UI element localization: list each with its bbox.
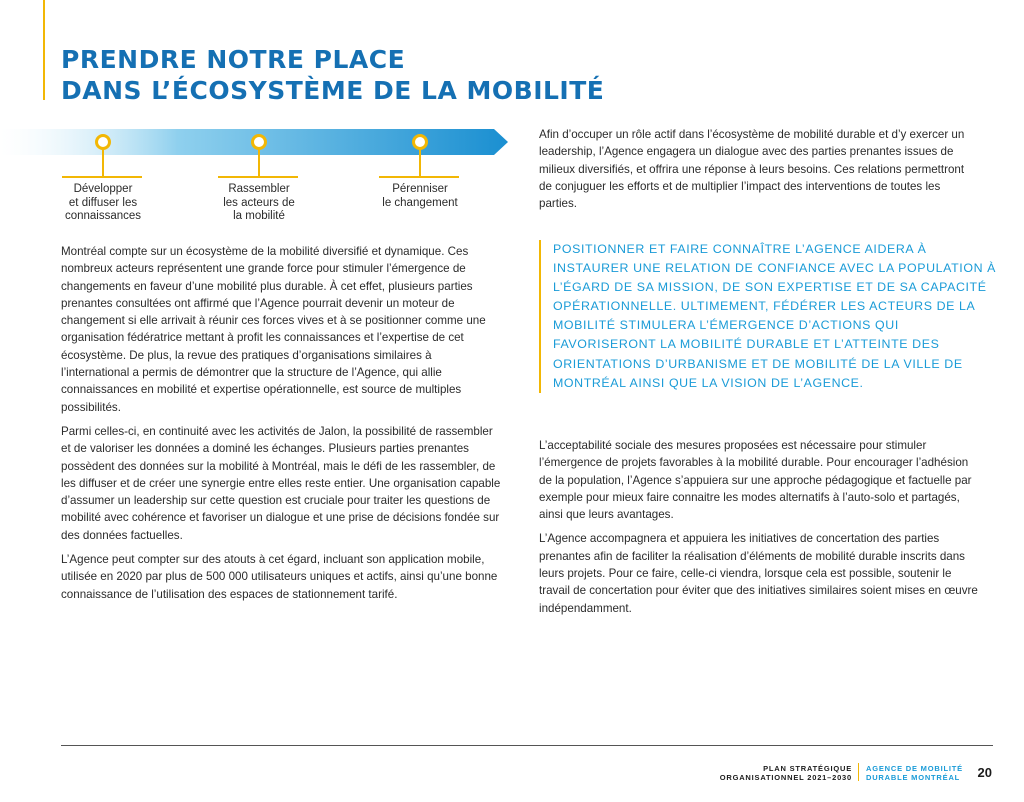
page-number: 20 — [977, 765, 992, 780]
timeline-step-text: Rassembler les acteurs de la mobilité — [223, 183, 295, 222]
left-column — [61, 243, 501, 610]
footer-agency-name — [866, 764, 963, 782]
timeline-step-text: Développer et diffuser les connaissances — [64, 183, 142, 222]
intro-paragraph: Afin d’occuper un rôle actif dans l’écosystème de mobilité durable et d’y exercer un leadership, l’Agence engagera un dialogue avec des parties prenantes issues de milieux diversifiés, et offrira une réponse à leurs besoins. Ces relations permettront de conjuguer les efforts et de multiplier l’impact des interventions de toutes les parties. — [539, 128, 965, 211]
timeline-step-label — [48, 183, 158, 224]
pull-quote: POSITIONNER ET FAIRE CONNAÎTRE L’AGENCE AIDERA À INSTAURER UNE RELATION DE CONFIANCE AVEC LA POPULATION À L’ÉGARD DE SA MISSION, DE SON EXPERTISE ET DE SA CAPACITÉ OPÉRATIONNELLE. ULTIMEMENT, FÉDÉRER LES ACTEURS DE LA MOBILITÉ STIMULERA L’ÉMERGENCE D’ACTIONS QUI FAVORISERONT LA MOBILITÉ DURABLE ET L’ATTEINTE DES ORIENTATIONS D’URBANISME ET DE MOBILITÉ DE LA VILLE DE MONTRÉAL AINSI QUE LA VISION DE L’AGENCE. — [539, 240, 998, 393]
page-title-line-1: PRENDRE NOTRE PLACE — [61, 45, 406, 74]
footer-plan-line-1: PLAN STRATÉGIQUE — [763, 764, 852, 773]
footer-separator — [858, 763, 859, 781]
footer-agency-line-2: DURABLE MONTRÉAL — [866, 773, 961, 782]
right-column-body — [539, 437, 979, 624]
timeline-underline — [379, 176, 459, 178]
body-paragraph: Montréal compte sur un écosystème de la mobilité diversifié et dynamique. Ces nombreux acteurs représentent une grande force pour stimuler l’émergence de changements en faveur d’une mobilité plus durable. À cet effet, plusieurs parties prenantes consultées ont affirmé que l’Agence pourrait devenir un moteur de changement si elle arrivait à réunir ces forces vives et à se positionner comme une organisation fédératrice mettant à profit les connaissances et l’expertise de cet écosystème. De plus, la revue des pratiques d’organisations similaires à l’international a permis de démontrer que la structure de l’Agence, qui allie connaissances en mobilité et expertise opérationnelle, est source de multiples possibilités. — [61, 245, 486, 414]
right-column-intro — [539, 126, 979, 219]
body-paragraph: L’Agence peut compter sur des atouts à cet égard, incluant son application mobile, utilisée en 2020 par plus de 500 000 utilisateurs uniques et actifs, ainsi qu’une bonne connaissance de l’utilisation des espaces de stationnement tarifé. — [61, 553, 498, 601]
timeline-node-icon — [95, 134, 111, 150]
timeline-node-icon — [251, 134, 267, 150]
timeline-step-label — [204, 183, 314, 224]
footer-document-title — [720, 764, 852, 782]
footer-plan-line-2: ORGANISATIONNEL 2021–2030 — [719, 773, 852, 782]
footer-agency-line-1: AGENCE DE MOBILITÉ — [866, 764, 963, 773]
timeline-connector — [419, 150, 421, 176]
timeline-step-text: Pérenniser le changement — [382, 183, 458, 209]
timeline-step-label — [365, 183, 475, 210]
title-accent-bar — [43, 0, 45, 100]
body-paragraph: Parmi celles-ci, en continuité avec les activités de Jalon, la possibilité de rassembler et de valoriser les données a dominé les échanges. Plusieurs parties prenantes possèdent des données sur la mobilité à Montréal, mais le défi de les rassembler, de les diffuser et de créer une synergie entre elles reste entier. Une organisation capable d’assumer un leadership sur cette question est cruciale pour traiter les questions de mobilité avec cohérence et favoriser un dialogue et une prise de décisions fondée sur des données factuelles. — [61, 424, 501, 542]
timeline-connector — [258, 150, 260, 176]
timeline-underline — [62, 176, 142, 178]
timeline-node-icon — [412, 134, 428, 150]
body-paragraph: L’Agence accompagnera et appuiera les initiatives de concertation des parties prenantes afin de faciliter la réalisation d’éléments de mobilité durable inscrits dans leurs projets. Pour ce faire, celle-ci viendra, lorsque cela est possible, soutenir le travail de concertation pour éviter que des initiatives similaires soient mises en œuvre indépendamment. — [539, 532, 978, 615]
body-paragraph: L’acceptabilité sociale des mesures proposées est nécessaire pour stimuler l’émergence de projets favorables à la mobilité durable. Pour encourager l’adhésion de la population, l’Agence s’appuiera sur une approche pédagogique et factuelle par exemple pour mieux faire connaitre les modes alternatifs à l’auto-solo et partagés, ainsi que leurs avantages. — [539, 439, 972, 522]
page-title — [61, 44, 604, 106]
timeline-connector — [102, 150, 104, 176]
footer-divider — [61, 745, 993, 746]
timeline-underline — [218, 176, 298, 178]
page-title-line-2: DANS L’ÉCOSYSTÈME DE LA MOBILITÉ — [61, 76, 605, 105]
